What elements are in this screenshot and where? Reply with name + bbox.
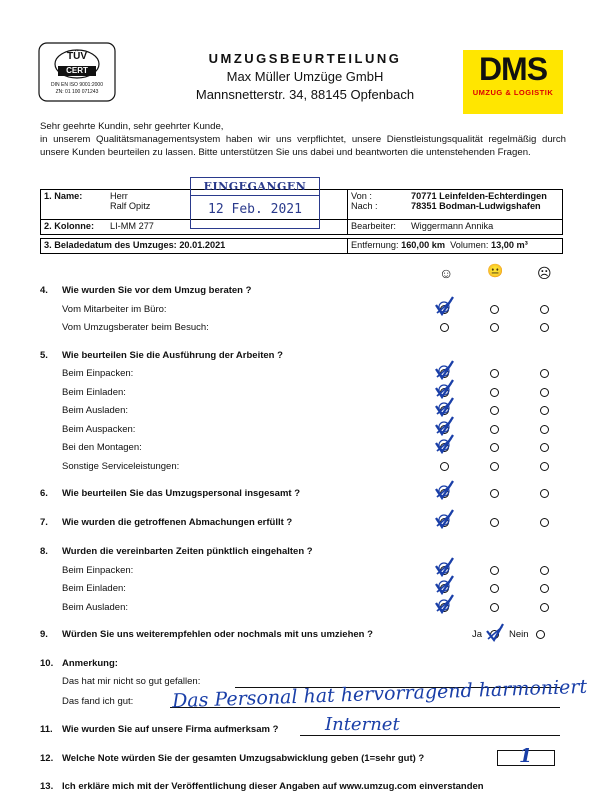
rating-item-label: Sonstige Serviceleistungen: <box>62 460 180 472</box>
stamp-date: 12 Feb. 2021 <box>208 202 302 217</box>
question-text: Wie beurteilen Sie die Ausführung der Arbeiten ? <box>62 349 283 361</box>
q11-number: 11. <box>40 724 53 735</box>
rating-item-label: Vom Mitarbeiter im Büro: <box>62 303 167 315</box>
nach-value: 78351 Bodman-Ludwigshafen <box>411 201 541 211</box>
q13-number: 13. <box>40 781 54 792</box>
received-stamp <box>190 177 320 229</box>
question-1-item-0-radio-3[interactable] <box>540 369 549 378</box>
intro-paragraph: in unserem Qualitätsmanagementsystem haben wir uns verpflichtet, unsere Dienstleistungsqualität regelmäßig durch unsere Kunden beurteilen zu lassen. Bitte unterstützen Sie uns dabei und beantworten die untenstehenden Fragen. <box>40 134 566 158</box>
entfernung-value: 160,00 km <box>401 240 446 250</box>
rating-item-label: Beim Ausladen: <box>62 405 129 416</box>
question-4-item-0-radio-2[interactable] <box>490 566 499 575</box>
question-text: Wie wurden die getroffenen Abmachungen erfüllt ? <box>62 517 293 528</box>
name-label: 1. Name: <box>44 191 83 201</box>
question-text: Wie wurden Sie vor dem Umzug beraten ? <box>62 285 252 296</box>
dms-logo-subtitle: UMZUG & LOGISTIK <box>472 88 554 97</box>
belade-label: 3. Beladedatum des Umzuges: <box>44 240 177 250</box>
question-number: 7. <box>40 517 48 528</box>
q9-number: 9. <box>40 629 48 640</box>
question-0-item-1-radio-2[interactable] <box>490 323 499 332</box>
von-label: Von : <box>351 191 372 201</box>
dms-logo-text: DMS <box>478 51 548 87</box>
question-3-radio-3[interactable] <box>540 518 549 527</box>
volumen-label: Volumen: <box>450 240 489 250</box>
question-2-radio-2[interactable] <box>490 489 499 498</box>
nach-label: Nach : <box>351 201 378 211</box>
kolonne-value: LI-MM 277 <box>110 221 154 231</box>
bearbeiter-value: Wiggermann Annika <box>411 221 494 231</box>
question-number: 4. <box>40 285 48 296</box>
q9-nein-label: Nein <box>509 629 529 640</box>
question-text: Wurden die vereinbarten Zeiten pünktlich eingehalten ? <box>62 546 313 557</box>
tuv-text: TÜV <box>67 51 87 62</box>
rating-item-label: Beim Einladen: <box>62 583 126 594</box>
question-0-item-1-radio-1[interactable] <box>440 323 449 332</box>
rating-item-label: Beim Ausladen: <box>62 601 129 613</box>
q9-nein-radio[interactable] <box>536 630 545 639</box>
q10-not-good-label: Das hat mir nicht so gut gefallen: <box>62 676 201 687</box>
company-address: Mannsnetterstr. 34, 88145 Opfenbach <box>195 87 415 102</box>
tuv-cert-logo <box>38 42 116 102</box>
rating-item-label: Beim Einpacken: <box>62 368 134 379</box>
question-1-item-5-radio-1[interactable] <box>440 462 449 471</box>
name-value: Ralf Opitz <box>110 201 151 211</box>
q9-ja-check-mark <box>484 622 506 644</box>
q11-text: Wie wurden Sie auf unsere Firma aufmerksam ? <box>62 724 279 735</box>
q13-text: Ich erkläre mich mit der Veröffentlichung dieser Angaben auf www.umzug.com einverstanden <box>62 781 484 792</box>
question-number: 8. <box>40 546 48 557</box>
question-1-item-4-radio-2[interactable] <box>490 443 499 452</box>
name-title: Herr <box>110 191 128 201</box>
greeting: Sehr geehrte Kundin, sehr geehrter Kunde, <box>40 121 224 132</box>
question-1-item-5-radio-2[interactable] <box>490 462 499 471</box>
entfernung-label: Entfernung: <box>351 240 399 250</box>
question-4-item-2-radio-3[interactable] <box>540 603 549 612</box>
rating-item-label: Bei den Montagen: <box>62 442 142 453</box>
question-4-item-0-radio-3[interactable] <box>540 566 549 575</box>
q11-handwritten-answer: Internet <box>325 714 400 735</box>
kolonne-label: 2. Kolonne: <box>44 221 95 231</box>
question-1-item-2-radio-3[interactable] <box>540 406 549 415</box>
rating-item-label: Vom Umzugsberater beim Besuch: <box>62 322 209 333</box>
document-title: UMZUGSBEURTEILUNG <box>208 51 402 66</box>
question-1-item-3-radio-3[interactable] <box>540 425 549 434</box>
smiley-neutral-icon: 😐 <box>487 263 504 278</box>
q10-good-label: Das fand ich gut: <box>62 696 134 707</box>
belade-value: 20.01.2021 <box>179 240 226 250</box>
question-3-check-mark <box>432 508 456 530</box>
din-line: DIN EN ISO 9001:2000 <box>51 82 103 88</box>
question-number: 5. <box>40 349 48 361</box>
question-1-item-3-radio-2[interactable] <box>490 425 499 434</box>
q11-answer-line[interactable] <box>300 735 560 736</box>
question-2-radio-3[interactable] <box>540 489 549 498</box>
question-1-item-5-radio-3[interactable] <box>540 462 549 471</box>
question-1-item-1-radio-3[interactable] <box>540 388 549 397</box>
question-text: Wie beurteilen Sie das Umzugspersonal insgesamt ? <box>62 488 301 499</box>
question-number: 6. <box>40 488 48 499</box>
question-3-radio-2[interactable] <box>490 518 499 527</box>
smiley-bad-icon: ☹ <box>537 265 552 281</box>
question-0-item-1-radio-3[interactable] <box>540 323 549 332</box>
dms-logo <box>463 50 563 114</box>
question-4-item-1-radio-3[interactable] <box>540 584 549 593</box>
volumen-value: 13,00 m³ <box>491 240 528 250</box>
question-1-item-4-check-mark <box>432 433 456 455</box>
question-4-item-2-radio-2[interactable] <box>490 603 499 612</box>
question-4-item-2-check-mark <box>432 593 456 615</box>
question-4-item-1-radio-2[interactable] <box>490 584 499 593</box>
q12-number: 12. <box>40 753 54 764</box>
rating-item-label: Beim Auspacken: <box>62 423 136 435</box>
von-value: 70771 Leinfelden-Echterdingen <box>411 191 547 201</box>
q12-handwritten-grade: 1 <box>519 745 533 767</box>
cert-text: CERT <box>66 66 88 75</box>
q12-text: Welche Note würden Sie der gesamten Umzugsabwicklung geben (1=sehr gut) ? <box>62 753 425 764</box>
rating-item-label: Beim Einpacken: <box>62 564 134 576</box>
q10-text: Anmerkung: <box>62 658 118 669</box>
stamp-label: EINGEGANGEN <box>191 180 319 196</box>
bearbeiter-label: Bearbeiter: <box>351 221 396 231</box>
question-1-item-4-radio-3[interactable] <box>540 443 549 452</box>
q9-ja-label: Ja <box>472 629 483 640</box>
document-header <box>170 50 440 104</box>
question-2-check-mark <box>432 479 456 501</box>
question-0-item-0-check-mark <box>432 295 456 317</box>
question-0-item-0-radio-3[interactable] <box>540 305 549 314</box>
question-1-item-1-radio-2[interactable] <box>490 388 499 397</box>
smiley-good-icon: ☺ <box>439 265 454 281</box>
question-1-item-2-radio-2[interactable] <box>490 406 499 415</box>
question-1-item-0-radio-2[interactable] <box>490 369 499 378</box>
q10-handwritten-answer: Das Personal hat hervorragend harmoniert <box>171 675 588 713</box>
company-name: Max Müller Umzüge GmbH <box>226 69 384 84</box>
zn-line: ZN: 01 100 071243 <box>55 89 99 95</box>
q9-text: Würden Sie uns weiterempfehlen oder nochmals mit uns umziehen ? <box>62 629 373 640</box>
intro-text <box>40 120 566 159</box>
question-0-item-0-radio-2[interactable] <box>490 305 499 314</box>
rating-item-label: Beim Einladen: <box>62 386 126 398</box>
q10-number: 10. <box>40 658 54 669</box>
